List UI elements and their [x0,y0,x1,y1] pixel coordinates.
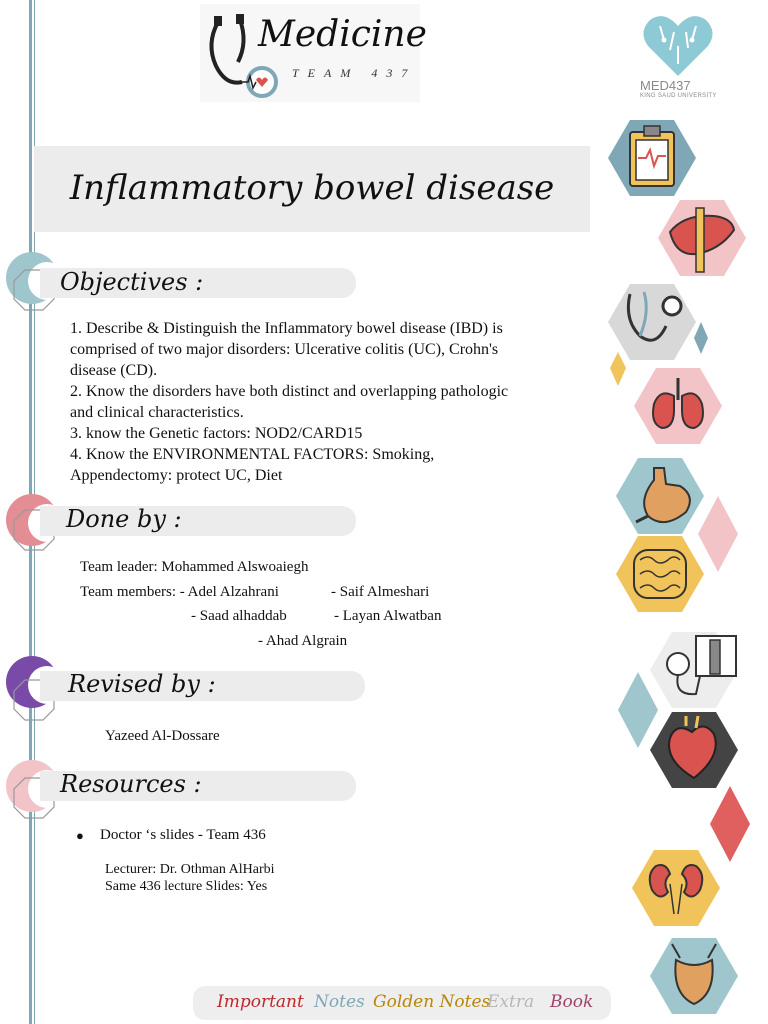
objective-line: comprised of two major disorders: Ulcerative colitis (UC), Crohn's [70,341,499,358]
done-by-heading: Done by : [66,505,182,533]
stomach-icon [616,458,704,534]
legend-extra: Extra [487,992,535,1012]
team-leader: Team leader: Mohammed Alswoaiegh [80,559,309,575]
side-icon-column [600,110,768,1024]
objective-line: and clinical characteristics. [70,404,244,421]
logo-subtitle: TEAM 437 [292,66,417,80]
stethoscope-icon [608,284,696,360]
color-legend [193,986,611,1020]
team-member: - Saif Almeshari [331,584,430,600]
resource-item: Doctor ‘s slides - Team 436 [100,827,266,843]
resources-heading: Resources : [60,770,202,798]
heart-icon [650,712,738,788]
revised-by-heading: Revised by : [68,670,216,698]
team-member: Team members: - Adel Alzahrani [80,584,279,600]
legend-notes: Notes [314,992,365,1012]
lungs-icon [634,368,722,444]
title-banner [34,146,590,232]
bullet-icon: ● [76,828,84,843]
clipboard-icon [608,120,696,196]
objectives-list [70,318,580,486]
legend-important: Important [217,992,304,1012]
objective-line: disease (CD). [70,362,158,379]
legend-book: Book [550,992,594,1012]
reviser-name: Yazeed Al-Dossare [105,728,220,744]
same-lecture: Same 436 lecture Slides: Yes [105,879,268,894]
objective-line: Appendectomy: protect UC, Diet [70,467,283,484]
legend-golden-notes: Golden Notes [373,992,491,1012]
brand-university: KING SAUD UNIVERSITY [640,93,717,99]
objective-line: 2. Know the disorders have both distinct and overlapping pathologic [70,383,509,400]
kidneys-icon [632,850,720,926]
lecturer: Lecturer: Dr. Othman AlHarbi [105,862,275,877]
liver-icon [658,200,746,276]
team-member: - Ahad Algrain [258,633,348,649]
team-member: - Saad alhaddab [191,608,287,624]
objective-line: 1. Describe & Distinguish the Inflammatory bowel disease (IBD) is [70,320,503,337]
brand-name: MED437 [640,78,691,93]
logo-title: Medicine [258,14,427,55]
objective-line: 3. know the Genetic factors: NOD2/CARD15 [70,425,363,442]
intestine-icon [616,536,704,612]
bladder-icon [650,938,738,1014]
page-title: Inflammatory bowel disease [69,168,555,208]
objectives-heading: Objectives : [60,268,204,296]
team-member: - Layan Alwatban [334,608,442,624]
blood-pressure-icon [650,632,738,708]
objective-line: 4. Know the ENVIRONMENTAL FACTORS: Smoking, [70,446,435,463]
